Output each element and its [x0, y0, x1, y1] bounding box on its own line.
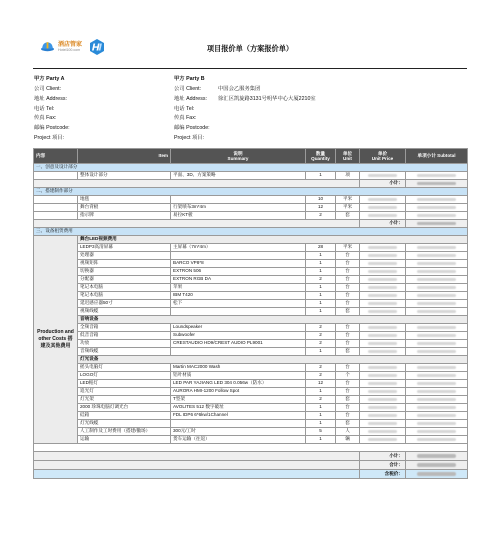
subtotal-row: [34, 180, 468, 188]
tax-included-value-redacted: [406, 470, 468, 479]
subtotal-label: 小计：: [360, 220, 406, 228]
row-item: 2000 珍珠电脑灯调光台: [78, 404, 171, 412]
row-item: 全频音箱: [78, 324, 171, 332]
row-price-redacted: [360, 308, 406, 316]
subtotal-label: 小计：: [360, 452, 406, 461]
row-price-redacted: [360, 420, 406, 428]
row-item: 笔记本电脑: [78, 284, 171, 292]
row-price-redacted: [360, 404, 406, 412]
row-item: 人工制作及工时费用（搭建/撤场）: [78, 428, 171, 436]
row-subtotal-redacted: [406, 204, 468, 212]
row-subtotal-redacted: [406, 292, 468, 300]
row-summary: 平面、3D、方案策略: [171, 172, 306, 180]
row-unit: 台: [336, 252, 360, 260]
row-item: 音频线缆: [78, 348, 171, 356]
row-subtotal-redacted: [406, 276, 468, 284]
row-price-redacted: [360, 196, 406, 204]
total-row: [34, 461, 468, 470]
row-summary: [171, 252, 306, 260]
row-unit: 平米: [336, 196, 360, 204]
row-subtotal-redacted: [406, 348, 468, 356]
row-price-redacted: [360, 292, 406, 300]
header-quantity: 数量 Quantity: [306, 149, 336, 164]
row-summary: AVOLITES 512 数字破址: [171, 404, 306, 412]
row-summary: 松下: [171, 300, 306, 308]
row-item: 视频线缆: [78, 308, 171, 316]
row-subtotal-redacted: [406, 364, 468, 372]
row-summary: LED PAR YAJIANG LED 304 0.056w（防水）: [171, 380, 306, 388]
row-subtotal-redacted: [406, 324, 468, 332]
row-price-redacted: [360, 276, 406, 284]
row-unit: 套: [336, 348, 360, 356]
row-item: 指示牌: [78, 212, 171, 220]
table-row: [34, 332, 468, 340]
section-title: 三、设备租赁费用: [34, 228, 468, 236]
header-unit-price: 单价 Unit Price: [360, 149, 406, 164]
row-qty: 2: [306, 364, 336, 372]
table-row: [34, 436, 468, 444]
table-row: [34, 196, 468, 204]
party-b-address: 地址 Address: 徐汇区凯旋路3131号明华中心大厦2210室: [174, 95, 316, 102]
party-a-heading: 甲方 Party A: [34, 76, 65, 83]
subtotal-row: [34, 452, 468, 461]
row-summary: 铝叶材质: [171, 372, 306, 380]
row-unit: 台: [336, 276, 360, 284]
row-item: 舞台背板: [78, 204, 171, 212]
row-unit: 套: [336, 396, 360, 404]
group-row: [34, 356, 468, 364]
tax-included-row: [34, 470, 468, 479]
row-subtotal-redacted: [406, 420, 468, 428]
table-row: [34, 212, 468, 220]
group-title: 音响设备: [78, 316, 468, 324]
header-subtotal: 单项小计 Subtotal: [406, 149, 468, 164]
row-unit: 台: [336, 388, 360, 396]
row-qty: 1: [306, 412, 336, 420]
row-qty: 12: [306, 380, 336, 388]
row-subtotal-redacted: [406, 300, 468, 308]
row-item: 视频矩阵: [78, 260, 171, 268]
row-qty: 1: [306, 260, 336, 268]
row-item: 处理器: [78, 252, 171, 260]
party-a-client: 公司 Client:: [34, 86, 62, 93]
row-price-redacted: [360, 412, 406, 420]
section-row: [34, 228, 468, 236]
subtotal-value-redacted: [406, 220, 468, 228]
row-subtotal-redacted: [406, 212, 468, 220]
row-price-redacted: [360, 324, 406, 332]
row-price-redacted: [360, 332, 406, 340]
party-a-project: Project 项目:: [34, 135, 65, 142]
row-price-redacted: [360, 436, 406, 444]
tax-included-label: 含税价：: [360, 470, 406, 479]
row-qty: 2: [306, 276, 336, 284]
row-summary: [171, 348, 306, 356]
table-row: [34, 404, 468, 412]
table-row: [34, 260, 468, 268]
party-a: [34, 75, 174, 144]
title-divider: [33, 68, 467, 69]
row-price-redacted: [360, 244, 406, 252]
row-unit: 个: [336, 372, 360, 380]
row-subtotal-redacted: [406, 340, 468, 348]
section-title: 一、创意及设计部分: [34, 164, 468, 172]
row-subtotal-redacted: [406, 284, 468, 292]
row-summary: Loundspeaker: [171, 324, 306, 332]
row-subtotal-redacted: [406, 404, 468, 412]
table-row: [34, 364, 468, 372]
row-qty: 2: [306, 212, 336, 220]
party-a-tel: 电话 Tel:: [34, 105, 55, 112]
group-title-led: 舞台LED视频费用: [78, 236, 468, 244]
row-subtotal-redacted: [406, 244, 468, 252]
row-summary: CRESTAUDIO HD9/CREST AUDIO PL9001: [171, 340, 306, 348]
row-item: 笔记本电脑: [78, 292, 171, 300]
row-qty: 2: [306, 324, 336, 332]
header-unit: 单位 Unit: [336, 149, 360, 164]
row-unit: 台: [336, 404, 360, 412]
table-header-row: [34, 149, 468, 164]
row-price-redacted: [360, 300, 406, 308]
row-qty: 1: [306, 308, 336, 316]
row-unit: 人: [336, 428, 360, 436]
row-qty: 1: [306, 172, 336, 180]
logo-sub-text: Hotel100.com: [58, 47, 81, 52]
row-unit: 平米: [336, 204, 360, 212]
row-item: 硅箱: [78, 412, 171, 420]
section-row: [34, 188, 468, 196]
row-price-redacted: [360, 204, 406, 212]
row-qty: 1: [306, 420, 336, 428]
table-row: [34, 284, 468, 292]
row-summary: FDL IDP6 6*6kw/1Channel: [171, 412, 306, 420]
table-row: [34, 252, 468, 260]
party-b-postcode: 邮编 Postcode:: [174, 125, 210, 132]
table-row: [34, 324, 468, 332]
row-subtotal-redacted: [406, 332, 468, 340]
row-unit: 辆: [336, 436, 360, 444]
row-item: LOGO灯: [78, 372, 171, 380]
row-qty: 1: [306, 292, 336, 300]
row-summary: T型架: [171, 396, 306, 404]
row-item: 运输: [78, 436, 171, 444]
table-row: [34, 172, 468, 180]
row-summary: 易拉KT板: [171, 212, 306, 220]
row-item: LEDP3高清屏幕: [78, 244, 171, 252]
row-qty: 2: [306, 332, 336, 340]
row-unit: 台: [336, 380, 360, 388]
row-unit: 台: [336, 364, 360, 372]
row-subtotal-redacted: [406, 380, 468, 388]
table-row: [34, 276, 468, 284]
subtotal-value-redacted: [406, 452, 468, 461]
row-item: 灯光线缆: [78, 420, 171, 428]
row-unit: 台: [336, 340, 360, 348]
row-unit: 套: [336, 212, 360, 220]
party-b: [174, 75, 434, 144]
logo-brand-text: 酒店管家: [58, 41, 83, 48]
row-summary: EXTRON RGB DA: [171, 276, 306, 284]
header-item: Item: [78, 149, 171, 164]
row-summary: [171, 308, 306, 316]
row-unit: 台: [336, 300, 360, 308]
row-subtotal-redacted: [406, 260, 468, 268]
row-item: 摇头电脑灯: [78, 364, 171, 372]
row-item: 功放: [78, 340, 171, 348]
row-summary: [171, 196, 306, 204]
row-unit: 套: [336, 420, 360, 428]
row-summary: AURORA HMI-1200 Follow Spot: [171, 388, 306, 396]
table-row: [34, 300, 468, 308]
table-row: [34, 420, 468, 428]
row-summary: 主屏幕（7m*4m）: [171, 244, 306, 252]
row-qty: 2: [306, 372, 336, 380]
row-qty: 28: [306, 244, 336, 252]
row-price-redacted: [360, 260, 406, 268]
row-price-redacted: [360, 372, 406, 380]
row-subtotal-redacted: [406, 196, 468, 204]
table-row: [34, 308, 468, 316]
group-row: [34, 236, 468, 244]
header-summary: 说明 Summary: [171, 149, 306, 164]
row-unit: 台: [336, 292, 360, 300]
row-price-redacted: [360, 364, 406, 372]
row-item: LED帕灯: [78, 380, 171, 388]
row-item: 追光灯: [78, 388, 171, 396]
section-row: [34, 164, 468, 172]
row-qty: 5: [306, 428, 336, 436]
table-row: [34, 388, 468, 396]
section-title: 二、搭建制作部分: [34, 188, 468, 196]
row-price-redacted: [360, 212, 406, 220]
party-a-address: 地址 Address:: [34, 95, 67, 102]
row-summary: 货车运输（往返）: [171, 436, 306, 444]
table-row: [34, 396, 468, 404]
header-content: 内容: [34, 149, 78, 164]
row-qty: 10: [306, 196, 336, 204]
row-item: 低音音箱: [78, 332, 171, 340]
total-label: 合计：: [360, 461, 406, 470]
row-price-redacted: [360, 348, 406, 356]
table-row: [34, 380, 468, 388]
total-value-redacted: [406, 461, 468, 470]
group-row: [34, 316, 468, 324]
row-qty: 1: [306, 300, 336, 308]
party-a-fax: 传真 Fax:: [34, 115, 57, 122]
table-row: [34, 428, 468, 436]
row-unit: 台: [336, 412, 360, 420]
row-qty: 1: [306, 252, 336, 260]
row-unit: 台: [336, 284, 360, 292]
row-subtotal-redacted: [406, 428, 468, 436]
row-summary: 苹果: [171, 284, 306, 292]
row-price-redacted: [360, 388, 406, 396]
party-b-heading: 甲方 Party B: [174, 76, 205, 83]
row-unit: 平米: [336, 244, 360, 252]
row-summary: IBM T420: [171, 292, 306, 300]
row-summary: 300元/工时: [171, 428, 306, 436]
table-row: [34, 340, 468, 348]
party-b-client: 公司 Client: 中国会乙服务集团: [174, 86, 261, 93]
row-subtotal-redacted: [406, 388, 468, 396]
row-unit: 台: [336, 268, 360, 276]
row-summary: [171, 420, 306, 428]
row-subtotal-redacted: [406, 436, 468, 444]
row-price-redacted: [360, 380, 406, 388]
table-row: [34, 372, 468, 380]
row-summary: EXTRON 506: [171, 268, 306, 276]
table-row: [34, 204, 468, 212]
row-price-redacted: [360, 396, 406, 404]
table-row: [34, 292, 468, 300]
row-item: 灯光架: [78, 396, 171, 404]
row-qty: 12: [306, 204, 336, 212]
row-item: 整体设计部分: [78, 172, 171, 180]
party-b-fax: 传真 Fax:: [174, 115, 197, 122]
party-b-tel: 电话 Tel:: [174, 105, 195, 112]
row-unit: 套: [336, 308, 360, 316]
row-unit: 项: [336, 172, 360, 180]
subtotal-value-redacted: [406, 180, 468, 188]
row-price-redacted: [360, 428, 406, 436]
row-qty: 1: [306, 404, 336, 412]
row-subtotal-redacted: [406, 396, 468, 404]
row-subtotal-redacted: [406, 252, 468, 260]
row-qty: 1: [306, 348, 336, 356]
table-row: [34, 268, 468, 276]
row-price-redacted: [360, 252, 406, 260]
row-summary: Subwoofer: [171, 332, 306, 340]
row-item: 分配器: [78, 276, 171, 284]
subtotal-row: [34, 220, 468, 228]
row-qty: 1: [306, 284, 336, 292]
row-item: 地毯: [78, 196, 171, 204]
table-row: [34, 244, 468, 252]
row-summary: BARCO VP8*8: [171, 260, 306, 268]
spacer-row: [34, 444, 468, 452]
row-qty: 1: [306, 388, 336, 396]
row-price-redacted: [360, 268, 406, 276]
row-price-redacted: [360, 284, 406, 292]
row-qty: 2: [306, 396, 336, 404]
row-qty: 2: [306, 340, 336, 348]
row-unit: 台: [336, 324, 360, 332]
party-b-project: Project 项目:: [174, 135, 205, 142]
row-summary: Martin MAC2000 Wash: [171, 364, 306, 372]
row-subtotal-redacted: [406, 412, 468, 420]
subtotal-label: 小计：: [360, 180, 406, 188]
party-a-postcode: 邮编 Postcode:: [34, 125, 70, 132]
row-summary: 行架喷布3m*4m: [171, 204, 306, 212]
row-qty: 1: [306, 268, 336, 276]
row-subtotal-redacted: [406, 172, 468, 180]
row-item: 延迟感应器50寸: [78, 300, 171, 308]
table-row: [34, 348, 468, 356]
document-title: 项目报价单（方案报价单）: [206, 44, 294, 53]
table-row: [34, 412, 468, 420]
row-subtotal-redacted: [406, 268, 468, 276]
row-price-redacted: [360, 172, 406, 180]
row-qty: 1: [306, 436, 336, 444]
row-subtotal-redacted: [406, 372, 468, 380]
row-unit: 台: [336, 260, 360, 268]
row-item: 切换器: [78, 268, 171, 276]
side-category-label: Production and other Costs 搭建及其他费用: [34, 236, 78, 444]
row-subtotal-redacted: [406, 308, 468, 316]
quotation-table: [33, 148, 468, 479]
row-price-redacted: [360, 340, 406, 348]
parties-block: [34, 75, 464, 144]
row-unit: 台: [336, 332, 360, 340]
group-title: 灯光设备: [78, 356, 468, 364]
